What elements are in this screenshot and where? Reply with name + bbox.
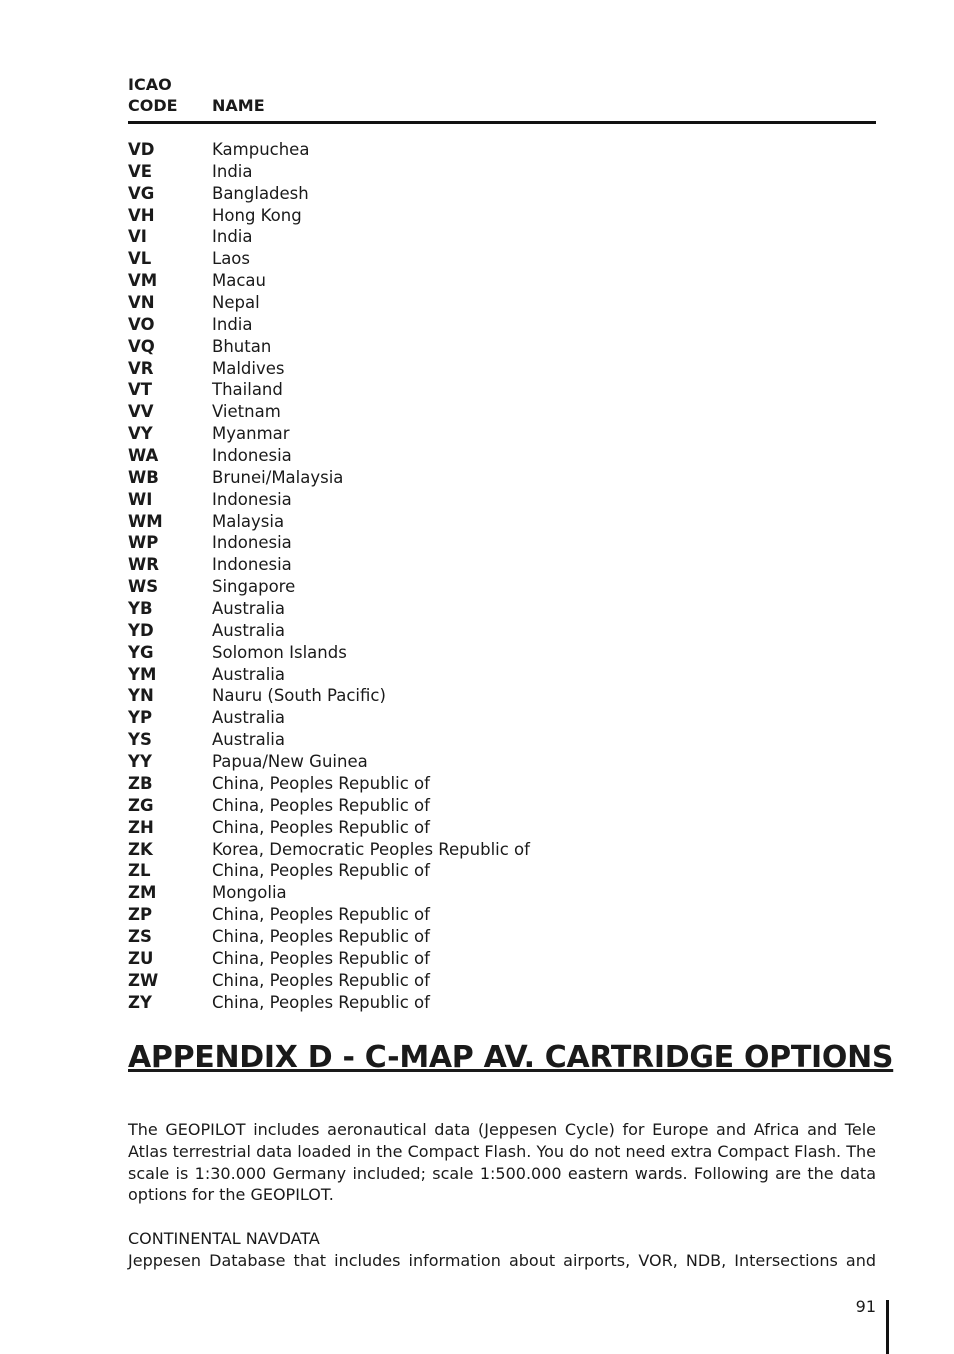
table-row <box>128 598 876 620</box>
icao-code: VL <box>128 249 152 269</box>
table-row <box>128 948 876 970</box>
country-name: China, Peoples Republic of <box>212 817 430 837</box>
country-name: Thailand <box>212 380 283 400</box>
icao-code: YD <box>128 620 154 640</box>
table-row <box>128 839 876 861</box>
icao-code: ZM <box>128 883 157 903</box>
country-name: Mongolia <box>212 883 287 903</box>
icao-code: VQ <box>128 336 155 356</box>
icao-code: ZH <box>128 817 154 837</box>
icao-code: ZS <box>128 926 152 946</box>
table-row <box>128 576 876 598</box>
icao-code: ZK <box>128 839 153 859</box>
country-name: China, Peoples Republic of <box>212 795 430 815</box>
table-row <box>128 270 876 292</box>
icao-code: YY <box>128 752 152 772</box>
icao-code: WM <box>128 511 163 531</box>
table-row <box>128 183 876 205</box>
country-name: Vietnam <box>212 402 281 422</box>
icao-code: VM <box>128 271 158 291</box>
country-name: Australia <box>212 620 285 640</box>
icao-code: YB <box>128 599 153 619</box>
icao-code: ZY <box>128 992 152 1012</box>
country-name: Australia <box>212 730 285 750</box>
header-rule <box>128 121 876 124</box>
table-row <box>128 161 876 183</box>
table-row <box>128 685 876 707</box>
icao-code: VT <box>128 380 153 400</box>
country-name: Indonesia <box>212 446 292 466</box>
country-name: China, Peoples Republic of <box>212 861 430 881</box>
country-name: Maldives <box>212 358 285 378</box>
table-row <box>128 860 876 882</box>
table-row <box>128 532 876 554</box>
table-row <box>128 620 876 642</box>
icao-code: WA <box>128 446 159 466</box>
icao-code: ZB <box>128 773 153 793</box>
country-name: Nepal <box>212 293 260 313</box>
table-row <box>128 445 876 467</box>
country-name: China, Peoples Republic of <box>212 992 430 1012</box>
section-paragraph: Jeppesen Database that includes information about airports, VOR, NDB, Intersections and <box>128 1251 876 1270</box>
icao-code: VE <box>128 161 153 181</box>
icao-code: ZL <box>128 861 151 881</box>
country-name: Indonesia <box>212 533 292 553</box>
table-row <box>128 904 876 926</box>
icao-code: YS <box>128 730 152 750</box>
table-row <box>128 664 876 686</box>
icao-code: ZP <box>128 905 153 925</box>
table-row <box>128 795 876 817</box>
icao-code: YN <box>128 686 154 706</box>
country-name: Brunei/Malaysia <box>212 467 344 487</box>
country-name: Kampuchea <box>212 140 310 159</box>
table-row <box>128 379 876 401</box>
table-row <box>128 401 876 423</box>
table-row <box>128 926 876 948</box>
icao-code: ZG <box>128 795 154 815</box>
table-row <box>128 489 876 511</box>
table-row <box>128 314 876 336</box>
icao-code: WR <box>128 555 159 575</box>
table-row <box>128 773 876 795</box>
icao-code: VG <box>128 183 155 203</box>
country-name: China, Peoples Republic of <box>212 948 430 968</box>
icao-code: VV <box>128 402 154 422</box>
icao-code: VR <box>128 358 154 378</box>
country-name: Hong Kong <box>212 205 302 225</box>
country-name: Indonesia <box>212 489 292 509</box>
country-name: Solomon Islands <box>212 642 347 662</box>
icao-code: ZW <box>128 970 159 990</box>
table-row <box>128 467 876 489</box>
code-header-line1: ICAO <box>128 75 172 94</box>
country-name: Bangladesh <box>212 183 309 203</box>
appendix-title: APPENDIX D - C-MAP AV. CARTRIDGE OPTIONS <box>128 1040 894 1075</box>
code-column-header <box>128 74 208 116</box>
country-name: Laos <box>212 249 250 269</box>
table-row <box>128 423 876 445</box>
code-header-line2: CODE <box>128 96 178 115</box>
country-name: China, Peoples Republic of <box>212 905 430 925</box>
table-row <box>128 729 876 751</box>
icao-code: YM <box>128 664 157 684</box>
country-name: Macau <box>212 271 266 291</box>
icao-code: WS <box>128 577 159 597</box>
country-name: China, Peoples Republic of <box>212 970 430 990</box>
country-name: China, Peoples Republic of <box>212 926 430 946</box>
icao-code: YG <box>128 642 154 662</box>
table-row <box>128 642 876 664</box>
page-edge-bar <box>886 1300 889 1354</box>
country-name: Australia <box>212 708 285 728</box>
icao-code-list <box>128 139 876 1013</box>
icao-code: VH <box>128 205 155 225</box>
table-row <box>128 882 876 904</box>
icao-code: ZU <box>128 948 154 968</box>
icao-code: WP <box>128 533 159 553</box>
icao-code: VN <box>128 293 155 313</box>
country-name: Myanmar <box>212 424 290 444</box>
table-row <box>128 511 876 533</box>
name-column-header: NAME <box>212 96 265 115</box>
country-name: Australia <box>212 664 285 684</box>
country-name: Singapore <box>212 577 296 597</box>
table-row <box>128 554 876 576</box>
icao-code: WB <box>128 467 159 487</box>
table-row <box>128 336 876 358</box>
table-row <box>128 139 876 161</box>
icao-code: VO <box>128 314 155 334</box>
table-row <box>128 970 876 992</box>
country-name: India <box>212 227 253 247</box>
appendix-paragraph: The GEOPILOT includes aeronautical data (Jeppesen Cycle) for Europe and Africa and Tele Atlas terrestrial data loaded in the Compact Flash. You do not need extra Compact Flash. The scale is 1:30.000 Germany included; scale 1:500.000 eastern wards. Following are the data options for the GEOPILOT. <box>128 1120 876 1205</box>
country-name: Indonesia <box>212 555 292 575</box>
table-row <box>128 358 876 380</box>
icao-code: VI <box>128 227 147 247</box>
country-name: India <box>212 161 253 181</box>
country-name: Korea, Democratic Peoples Republic of <box>212 839 530 859</box>
table-row <box>128 817 876 839</box>
table-row <box>128 292 876 314</box>
table-row <box>128 248 876 270</box>
country-name: Papua/New Guinea <box>212 752 368 772</box>
table-row <box>128 205 876 227</box>
country-name: Malaysia <box>212 511 285 531</box>
table-row <box>128 992 876 1014</box>
icao-code: VY <box>128 424 153 444</box>
country-name: China, Peoples Republic of <box>212 773 430 793</box>
table-row <box>128 707 876 729</box>
icao-code: YP <box>128 708 153 728</box>
country-name: Bhutan <box>212 336 272 356</box>
country-name: Australia <box>212 599 285 619</box>
table-row <box>128 751 876 773</box>
country-name: India <box>212 314 253 334</box>
icao-code: VD <box>128 140 155 159</box>
table-row <box>128 226 876 248</box>
icao-code: WI <box>128 489 153 509</box>
country-name: Nauru (South Pacific) <box>212 686 386 706</box>
page-number: 91 <box>855 1297 876 1316</box>
section-subheading: CONTINENTAL NAVDATA <box>128 1229 320 1248</box>
